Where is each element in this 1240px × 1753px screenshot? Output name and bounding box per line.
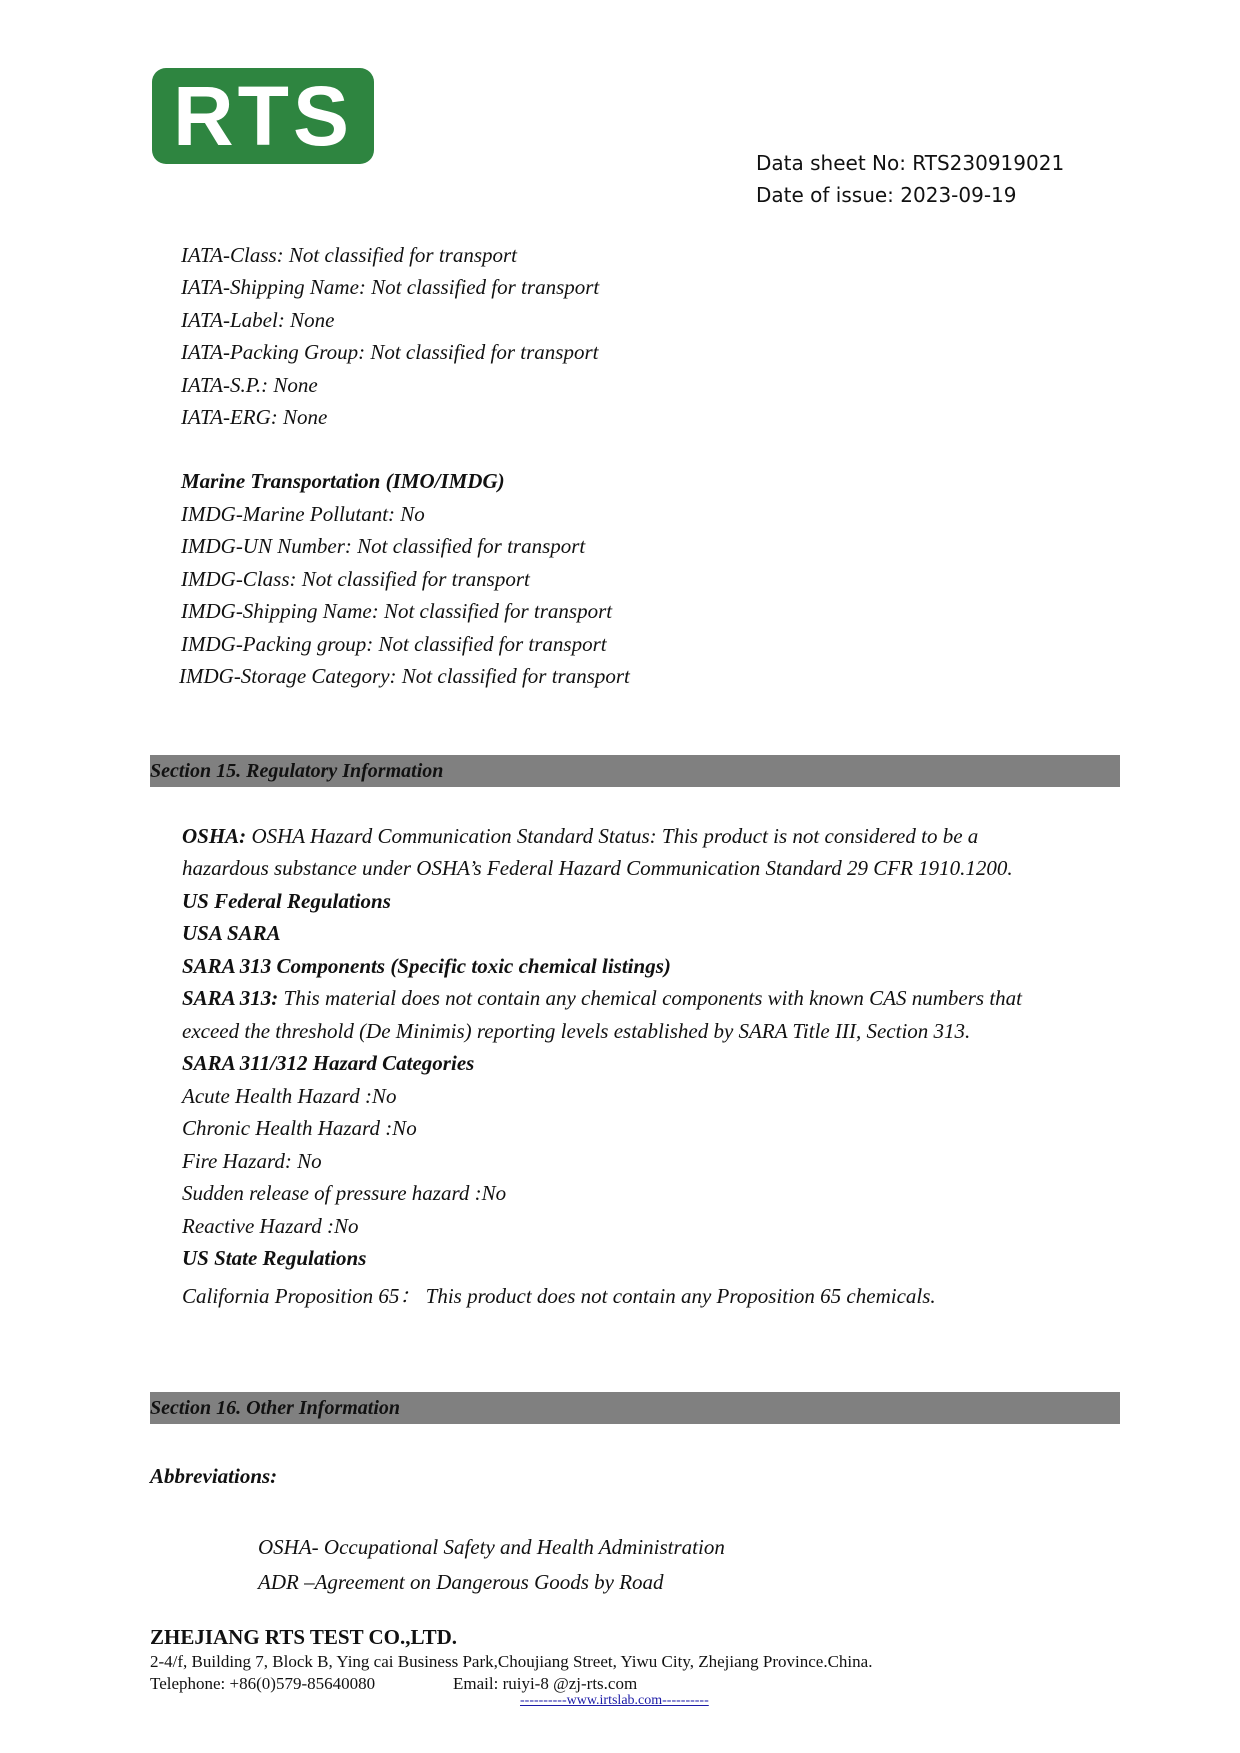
pressure-hazard: Sudden release of pressure hazard :No (182, 1181, 507, 1205)
abbrev-adr (258, 1570, 664, 1594)
section-16-header (150, 1392, 1120, 1424)
footer-company: ZHEJIANG RTS TEST CO.,LTD. (150, 1625, 457, 1649)
osha-text-1: OSHA Hazard Communication Standard Status: This product is not considered to be a (246, 824, 979, 848)
reactive-hazard: Reactive Hazard :No (182, 1214, 359, 1238)
footer-address: 2-4/f, Building 7, Block B, Ying cai Business Park,Choujiang Street, Yiwu City, Zhejiang Province.China. (150, 1652, 873, 1671)
sara-311-312-heading: SARA 311/312 Hazard Categories (182, 1051, 475, 1075)
abbrev-osha (258, 1535, 725, 1559)
sara-313-label: SARA 313: (182, 986, 279, 1010)
us-state-regulations: US State Regulations (182, 1246, 367, 1270)
osha-statement (182, 824, 978, 848)
imdg-storage-category: IMDG-Storage Category: Not classified for transport (179, 664, 630, 688)
sara-313-components: SARA 313 Components (Specific toxic chemical listings) (182, 954, 671, 978)
us-federal-regulations: US Federal Regulations (182, 889, 391, 913)
abbrev-osha-term: OSHA- (258, 1535, 319, 1559)
footer-telephone: Telephone: +86(0)579-85640080 (150, 1674, 376, 1693)
document-meta (756, 147, 1064, 211)
abbreviations-heading: Abbreviations: (150, 1464, 278, 1488)
osha-label: OSHA: (182, 824, 247, 848)
imdg-shipping-name: IMDG-Shipping Name: Not classified for transport (181, 599, 613, 623)
section-15-title: Section 15. Regulatory Information (150, 760, 444, 782)
abbrev-osha-def: Occupational Safety and Health Administration (318, 1535, 725, 1559)
iata-sp: IATA-S.P.: None (181, 373, 318, 397)
sara-313-text-1: This material does not contain any chemical components with known CAS numbers that (278, 986, 1022, 1010)
section-16-title: Section 16. Other Information (150, 1397, 401, 1419)
imdg-packing-group: IMDG-Packing group: Not classified for transport (181, 632, 607, 656)
data-sheet-number: Data sheet No: RTS230919021 (756, 151, 1065, 175)
imdg-un-number: IMDG-UN Number: Not classified for transport (181, 534, 586, 558)
usa-sara: USA SARA (182, 921, 281, 945)
iata-erg: IATA-ERG: None (181, 405, 328, 429)
sara-313-text-2: exceed the threshold (De Minimis) reporting levels established by SARA Title III, Section 313. (182, 1019, 971, 1043)
sara-313-statement (182, 986, 1022, 1010)
imdg-class: IMDG-Class: Not classified for transport (181, 567, 530, 591)
footer-email: Email: ruiyi-8 @zj-rts.com (453, 1674, 638, 1693)
iata-class: IATA-Class: Not classified for transport (181, 243, 518, 267)
date-of-issue: Date of issue: 2023-09-19 (756, 183, 1017, 207)
chronic-health-hazard: Chronic Health Hazard :No (182, 1116, 417, 1140)
california-prop-65: California Proposition 65： This product does not contain any Proposition 65 chemicals. (182, 1284, 936, 1308)
abbrev-adr-term: ADR – (258, 1570, 315, 1594)
logo-text: RTS (173, 69, 353, 163)
acute-health-hazard: Acute Health Hazard :No (182, 1084, 397, 1108)
iata-shipping-name: IATA-Shipping Name: Not classified for transport (181, 275, 600, 299)
section-15-header (150, 755, 1120, 787)
marine-heading: Marine Transportation (IMO/IMDG) (181, 469, 505, 493)
iata-label: IATA-Label: None (181, 308, 335, 332)
footer-website-link[interactable]: ----------www.irtslab.com---------- (520, 1693, 709, 1708)
iata-packing-group: IATA-Packing Group: Not classified for transport (181, 340, 599, 364)
osha-text-2: hazardous substance under OSHA’s Federal Hazard Communication Standard 29 CFR 1910.1200. (182, 856, 1013, 880)
imdg-marine-pollutant: IMDG-Marine Pollutant: No (181, 502, 425, 526)
fire-hazard: Fire Hazard: No (182, 1149, 322, 1173)
abbrev-adr-def: Agreement on Dangerous Goods by Road (314, 1570, 664, 1594)
company-logo (152, 68, 374, 164)
